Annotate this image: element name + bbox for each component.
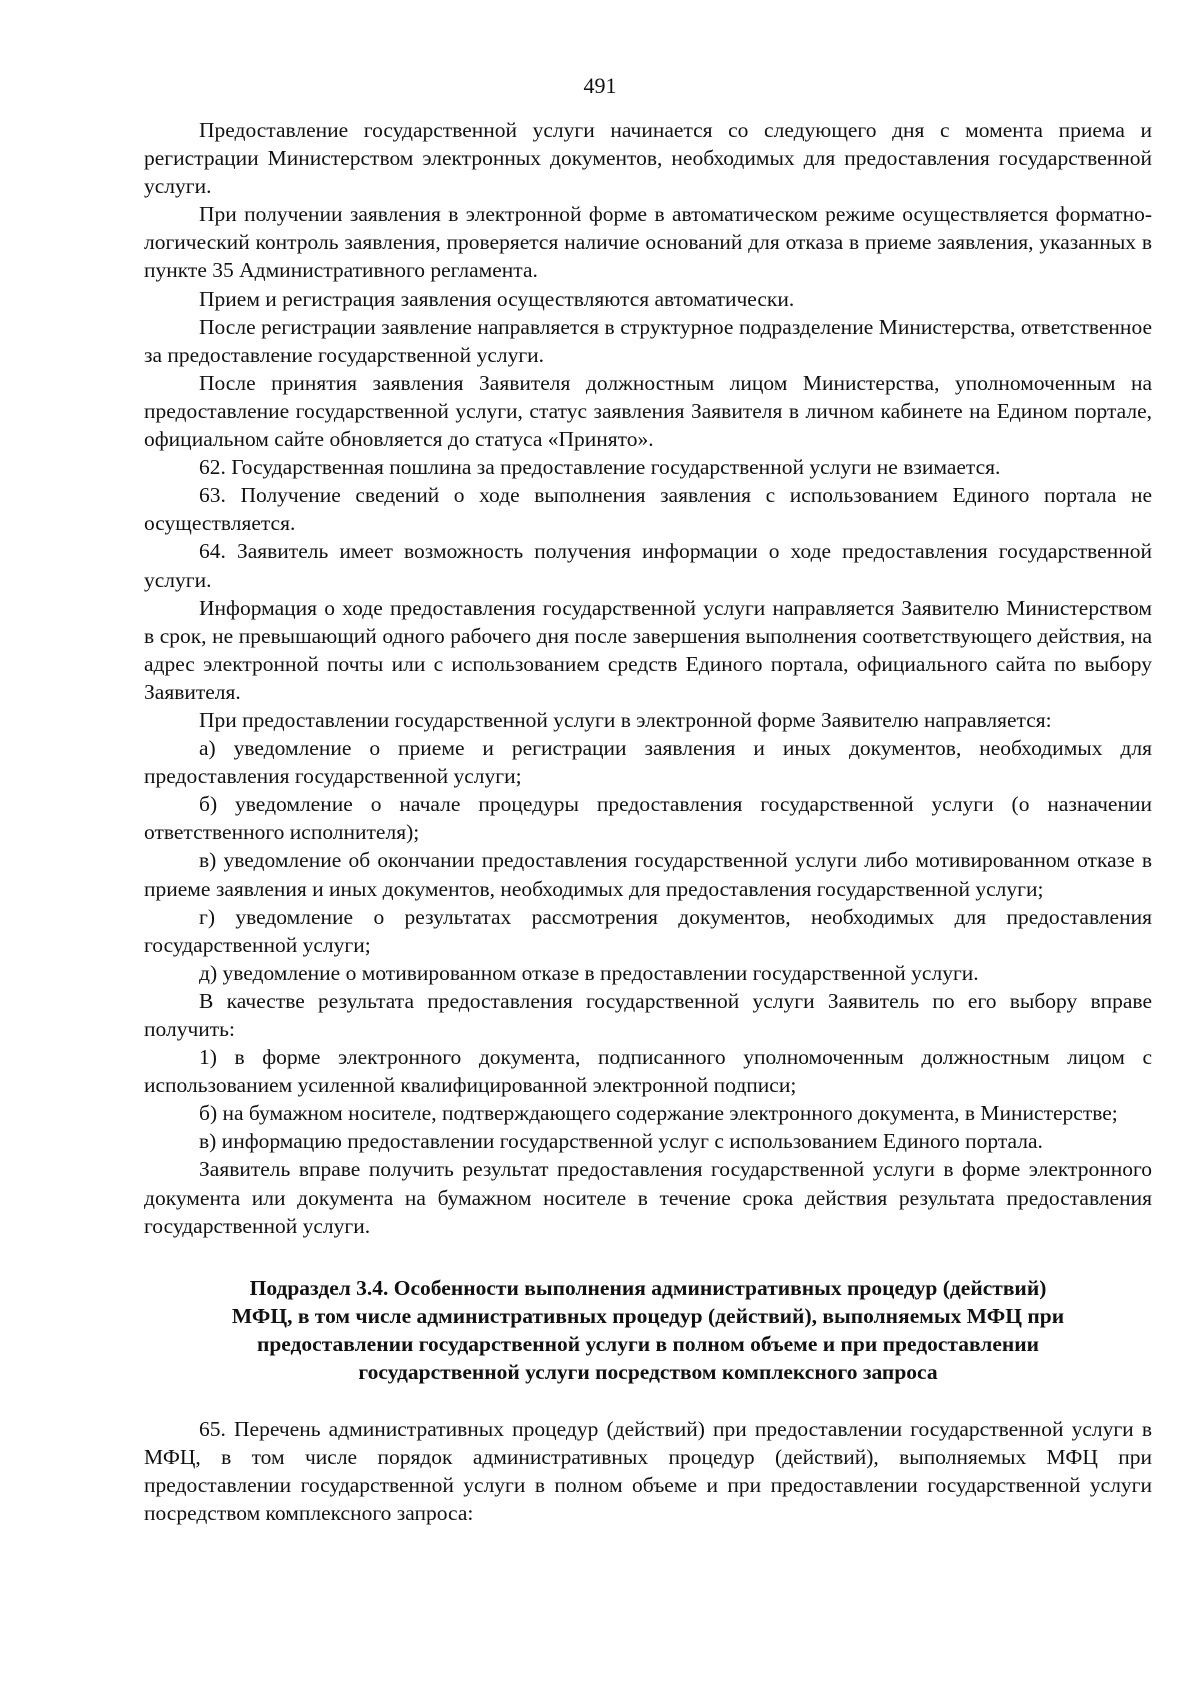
paragraph: Заявитель вправе получить результат предоставления государственной услуги в форме электронного документа или документа на бумажном носителе в течение срока действия результата предоставления государственной услуги.	[144, 1157, 1152, 1238]
list-item: а) уведомление о приеме и регистрации заявления и иных документов, необходимых для предоставления государственной услуги;	[144, 736, 1152, 789]
paragraph: Прием и регистрация заявления осуществляются автоматически.	[199, 286, 795, 311]
paragraph: Информация о ходе предоставления государственной услуги направляется Заявителю Министерством в срок, не превышающий одного рабочего дня после завершения выполнения соответствующего действия, на адрес электронной почты или с использованием средств Единого портала, официального сайта по выбору Заявителя.	[144, 595, 1152, 704]
paragraph: 63. Получение сведений о ходе выполнения заявления с использованием Единого портала не осуществляется.	[144, 483, 1152, 536]
paragraph: После принятия заявления Заявителя должностным лицом Министерства, уполномоченным на предоставление государственной услуги, статус заявления Заявителя в личном кабинете на Едином портале, официальном сайте обновляется до статуса «Принято».	[144, 370, 1152, 452]
list-item: г) уведомление о результатах рассмотрения документов, необходимых для предоставления государственной услуги;	[144, 904, 1152, 957]
page-number: 491	[583, 73, 617, 98]
list-item: 1) в форме электронного документа, подписанного уполномоченным должностным лицом с использованием усиленной квалифицированной электронной подписи;	[144, 1045, 1152, 1098]
paragraphs-before	[144, 116, 1152, 1240]
paragraph: В качестве результата предоставления государственной услуги Заявитель по его выбору вправе получить:	[144, 988, 1152, 1041]
paragraph: При предоставлении государственной услуги в электронной форме Заявителю направляется:	[199, 707, 1052, 732]
paragraph: 64. Заявитель имеет возможность получения информации о ходе предоставления государственной услуги.	[144, 539, 1152, 592]
paragraph: 62. Государственная пошлина за предоставление государственной услуги не взимается.	[199, 455, 1001, 480]
list-item: б) на бумажном носителе, подтверждающего содержание электронного документа, в Министерстве;	[199, 1101, 1118, 1126]
heading-line: Подраздел 3.4. Особенности выполнения административных процедур (действий)	[249, 1275, 1047, 1300]
paragraph: Предоставление государственной услуги начинается со следующего дня с момента приема и регистрации Министерством электронных документов, необходимых для предоставления государственной услуги.	[144, 118, 1152, 199]
list-item: в) уведомление об окончании предоставления государственной услуги либо мотивированном отказе в приеме заявления и иных документов, необходимых для предоставления государственной услуги;	[144, 848, 1152, 901]
paragraph: 65. Перечень административных процедур (действий) при предоставлении государственной услуги в МФЦ, в том числе порядок административных процедур (действий), выполняемых МФЦ при предоставлении государственной услуги в полном объеме и при предоставлении государственной услуги посредством комплексного запроса:	[144, 1416, 1152, 1525]
heading-line: государственной услуги посредством комплексного запроса	[358, 1360, 938, 1385]
heading-line: МФЦ, в том числе административных процедур (действий), выполняемых МФЦ при	[231, 1303, 1065, 1328]
list-item: д) уведомление о мотивированном отказе в предоставлении государственной услуги.	[199, 960, 979, 985]
paragraph: При получении заявления в электронной форме в автоматическом режиме осуществляется форматно-логический контроль заявления, проверяется наличие оснований для отказа в приеме заявления, указанных в пункте 35 Административного регламента.	[144, 202, 1152, 283]
heading-line: предоставлении государственной услуги в полном объеме и при предоставлении	[256, 1332, 1040, 1357]
list-item: в) информацию предоставлении государственной услуг с использованием Единого портала.	[199, 1129, 1043, 1154]
paragraphs-after	[144, 1415, 1152, 1527]
section-heading	[144, 1274, 1152, 1387]
document-body	[144, 116, 1152, 1527]
paragraph: После регистрации заявление направляется в структурное подразделение Министерства, ответственное за предоставление государственной услуги.	[144, 314, 1152, 367]
list-item: б) уведомление о начале процедуры предоставления государственной услуги (о назначении ответственного исполнителя);	[144, 792, 1152, 845]
